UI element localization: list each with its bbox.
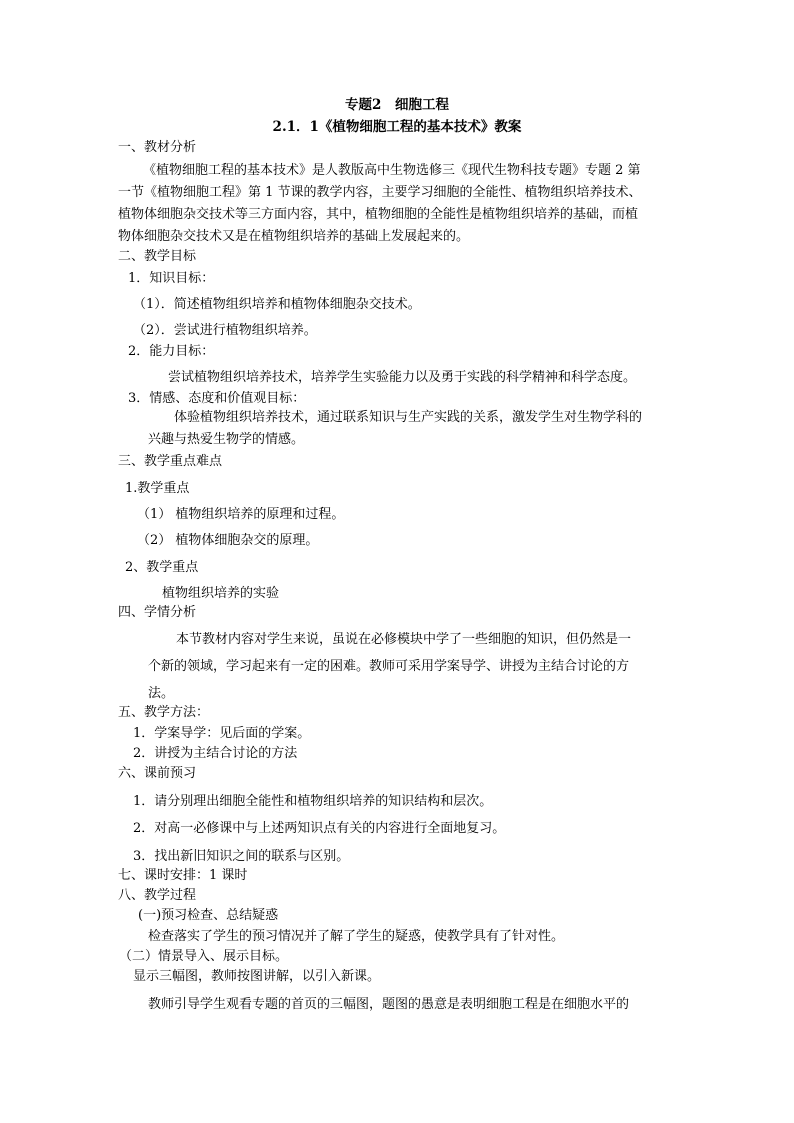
subheading-preview-check: (一)预习检查、总结疑惑 bbox=[138, 908, 279, 923]
list-item: 1．学案导学：见后面的学案。 bbox=[133, 726, 311, 741]
list-item: （1）．简述植物组织培养和植物体细胞杂交技术。 bbox=[133, 297, 421, 312]
list-item: （2） 植物体细胞杂交的原理。 bbox=[137, 533, 319, 548]
paragraph-line: 尝试植物组织培养技术，培养学生实验能力以及勇于实践的科学精神和科学态度。 bbox=[168, 370, 637, 385]
list-item: （2）．尝试进行植物组织培养。 bbox=[133, 323, 317, 338]
list-item: 3．找出新旧知识之间的联系与区别。 bbox=[133, 849, 350, 864]
document-title: 专题2 细胞工程 bbox=[345, 97, 449, 113]
section-heading-process: 八、教学过程 bbox=[118, 888, 197, 903]
section-heading-schedule: 七、课时安排：1 课时 bbox=[118, 868, 248, 883]
subheading-scene-intro: （二）情景导入、展示目标。 bbox=[119, 949, 289, 964]
section-heading-student-analysis: 四、学情分析 bbox=[118, 605, 197, 620]
document-subtitle: 2.1．1《植物细胞工程的基本技术》教案 bbox=[272, 119, 522, 135]
paragraph-line: 显示三幅图，教师按图讲解，以引入新课。 bbox=[133, 969, 381, 984]
section-heading-key-points: 三、教学重点难点 bbox=[118, 454, 223, 469]
paragraph-line: 法。 bbox=[148, 686, 175, 701]
subheading-difficulty: 2、教学重点 bbox=[125, 560, 199, 575]
section-heading-preview: 六、课前预习 bbox=[118, 766, 197, 781]
subheading-key: 1.教学重点 bbox=[125, 481, 190, 496]
list-item: 2．讲授为主结合讨论的方法 bbox=[133, 746, 298, 761]
paragraph-line: 本节教材内容对学生来说，虽说在必修模块中学了一些细胞的知识，但仍然是一 bbox=[176, 632, 632, 647]
paragraph-line: 检查落实了学生的预习情况并了解了学生的疑惑，使教学具有了针对性。 bbox=[148, 929, 565, 944]
paragraph-line: 植物体细胞杂交技术等三方面内容，其中，植物细胞的全能性是植物组织培养的基础，而植 bbox=[118, 207, 639, 222]
paragraph-line: 兴趣与热爱生物学的情感。 bbox=[148, 432, 305, 447]
paragraph-line: 植物组织培养的实验 bbox=[162, 586, 280, 601]
section-heading-methods: 五、教学方法： bbox=[118, 705, 210, 720]
paragraph-line: 物体细胞杂交技术又是在植物组织培养的基础上发展起来的。 bbox=[118, 229, 470, 244]
list-item: （1） 植物组织培养的原理和过程。 bbox=[137, 507, 345, 522]
paragraph-line: 一节《植物细胞工程》第 1 节课的教学内容，主要学习细胞的全能性、植物组织培养技术、 bbox=[118, 185, 642, 200]
paragraph-line: 《植物细胞工程的基本技术》是人教版高中生物选修三《现代生物科技专题》专题 2 第 bbox=[143, 163, 641, 178]
section-heading-textbook: 一、教材分析 bbox=[118, 140, 197, 155]
subheading-knowledge: 1．知识目标： bbox=[128, 271, 215, 286]
paragraph-line: 教师引导学生观看专题的首页的三幅图，题图的愚意是表明细胞工程是在细胞水平的 bbox=[148, 997, 630, 1012]
list-item: 2．对高一必修课中与上述两知识点有关的内容进行全面地复习。 bbox=[133, 821, 506, 836]
subheading-emotion: 3．情感、态度和价值观目标： bbox=[128, 391, 306, 406]
section-heading-objectives: 二、教学目标 bbox=[118, 249, 197, 264]
paragraph-line: 个新的领域，学习起来有一定的困难。教师可采用学案导学、讲授为主结合讨论的方 bbox=[148, 659, 630, 674]
paragraph-line: 体验植物组织培养技术，通过联系知识与生产实践的关系，激发学生对生物学科的 bbox=[174, 410, 643, 425]
subheading-ability: 2．能力目标： bbox=[128, 344, 215, 359]
list-item: 1．请分别理出细胞全能性和植物组织培养的知识结构和层次。 bbox=[133, 794, 493, 809]
